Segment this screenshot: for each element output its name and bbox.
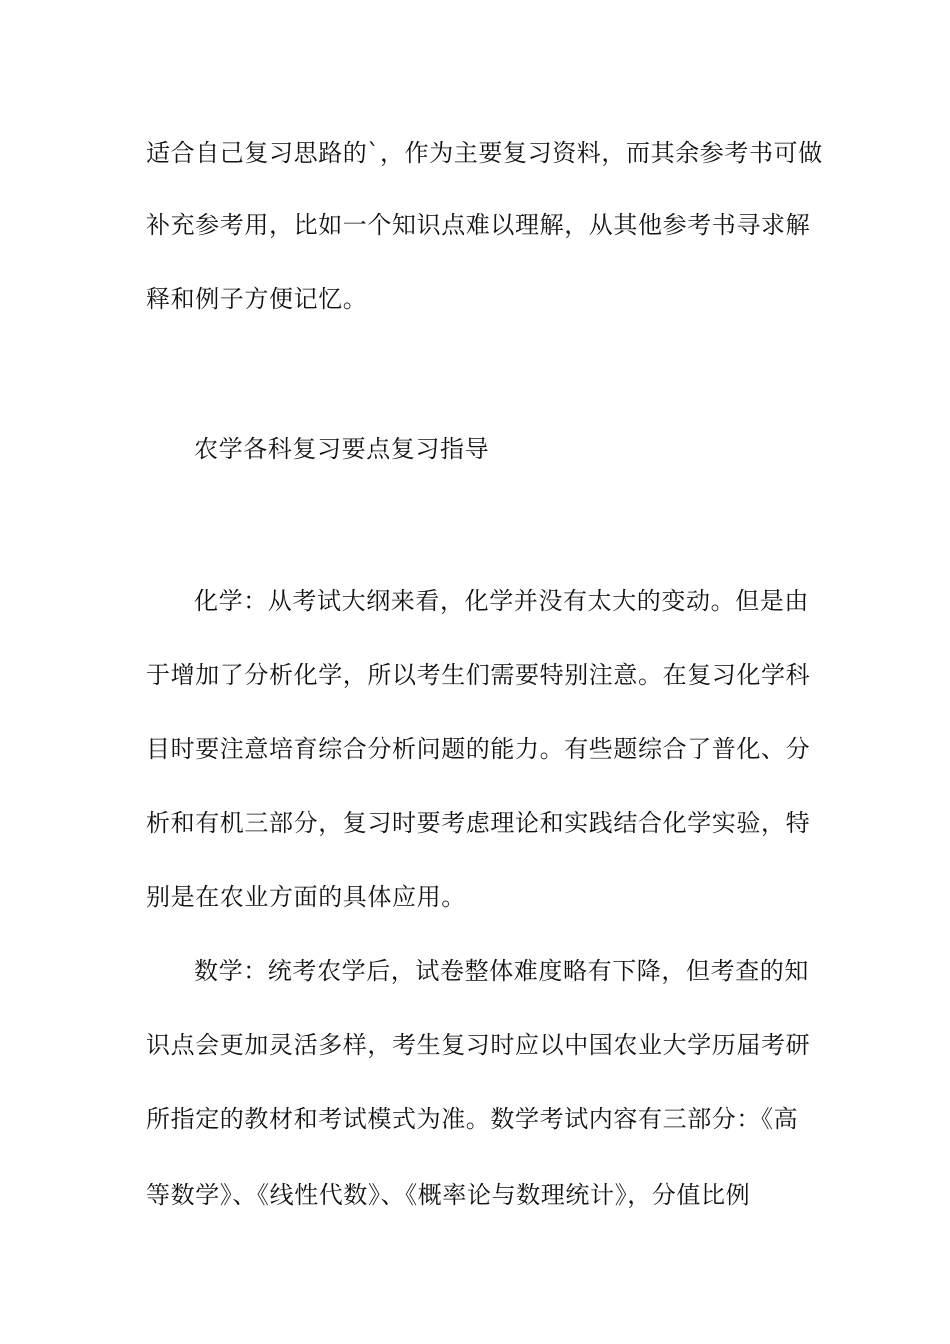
paragraph-line: 析和有机三部分，复习时要考虑理论和实践结合化学实验，特 bbox=[146, 809, 811, 837]
paragraph-line: 于增加了分析化学，所以考生们需要特别注意。在复习化学科 bbox=[146, 661, 811, 689]
paragraph-line: 识点会更加灵活多样，考生复习时应以中国农业大学历届考研 bbox=[146, 1031, 811, 1059]
paragraph-line: 补充参考用，比如一个知识点难以理解，从其他参考书寻求解 bbox=[146, 211, 811, 239]
paragraph-line: 化学：从考试大纲来看，化学并没有太大的变动。但是由 bbox=[194, 587, 809, 615]
paragraph-line: 等数学》、《线性代数》、《概率论与数理统计》，分值比例 bbox=[146, 1181, 751, 1209]
paragraph-line: 别是在农业方面的具体应用。 bbox=[146, 883, 466, 911]
paragraph-line: 释和例子方便记忆。 bbox=[146, 285, 368, 313]
paragraph-line: 目时要注意培育综合分析问题的能力。有些题综合了普化、分 bbox=[146, 735, 811, 763]
paragraph-line: 所指定的教材和考试模式为准。数学考试内容有三部分：《高 bbox=[146, 1105, 799, 1133]
section-heading: 农学各科复习要点复习指导 bbox=[194, 435, 490, 463]
paragraph-line: 数学：统考农学后，试卷整体难度略有下降，但考查的知 bbox=[194, 957, 809, 985]
paragraph-line: 适合自己复习思路的`，作为主要复习资料，而其余参考书可做 bbox=[146, 139, 823, 167]
